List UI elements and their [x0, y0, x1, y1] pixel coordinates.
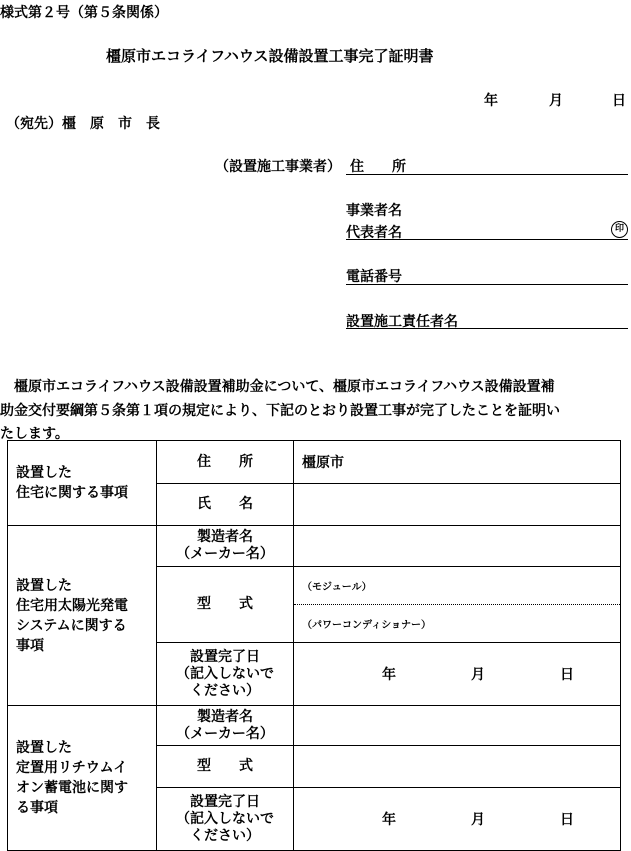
- solar-completion-date: [294, 643, 621, 706]
- contractor-heading: （設置施工事業者）: [215, 159, 341, 175]
- housing-address-label: 住 所: [157, 441, 294, 484]
- representative-label: 代表者名: [346, 225, 402, 241]
- solar-maker-value[interactable]: [294, 526, 621, 567]
- responsible-person-line[interactable]: [346, 328, 628, 329]
- representative-line[interactable]: [346, 239, 628, 240]
- details-table: [7, 440, 621, 851]
- battery-completion-date: [294, 788, 621, 851]
- solar-maker-label: 製造者名 （メーカー名）: [157, 526, 294, 567]
- solar-category: 設置した 住宅用太陽光発電 システムに関する 事項: [8, 526, 157, 706]
- solar-completion-label: 設置完了日 （記入しないで ください）: [157, 643, 294, 706]
- date-day-label: 日: [612, 93, 626, 109]
- solar-module-hint[interactable]: （モジュール）: [294, 567, 621, 605]
- battery-month-label: 月: [471, 812, 485, 828]
- seal-mark: 印: [611, 221, 628, 238]
- body-line-1: 橿原市エコライフハウス設備設置補助金について、橿原市エコライフハウス設備設置補: [0, 379, 555, 395]
- document-title: 橿原市エコライフハウス設備設置工事完了証明書: [106, 47, 434, 65]
- battery-model-label: 型 式: [157, 746, 294, 788]
- solar-day-label: 日: [560, 667, 574, 683]
- date-year-label: 年: [484, 93, 498, 109]
- date-month-label: 月: [549, 93, 563, 109]
- housing-name-label: 氏 名: [157, 484, 294, 526]
- battery-maker-label: 製造者名 （メーカー名）: [157, 706, 294, 746]
- solar-model-label: 型 式: [157, 567, 294, 643]
- solar-conditioner-hint[interactable]: （パワーコンディショナー）: [294, 605, 621, 643]
- body-line-2: 助金交付要綱第５条第１項の規定により、下記のとおり設置工事が完了したことを証明い: [0, 403, 560, 419]
- body-line-3: たします。: [0, 426, 69, 442]
- solar-month-label: 月: [471, 667, 485, 683]
- address-line[interactable]: [346, 174, 628, 175]
- battery-year-label: 年: [382, 812, 396, 828]
- battery-completion-label: 設置完了日 （記入しないで ください）: [157, 788, 294, 851]
- address-label: 住 所: [350, 159, 406, 175]
- battery-model-value[interactable]: [294, 746, 621, 788]
- solar-year-label: 年: [382, 667, 396, 683]
- battery-maker-value[interactable]: [294, 706, 621, 746]
- housing-address-value[interactable]: 橿原市: [294, 441, 621, 484]
- phone-line[interactable]: [346, 284, 628, 285]
- responsible-person-label: 設置施工責任者名: [346, 314, 458, 330]
- business-name-label: 事業者名: [346, 203, 402, 219]
- form-number: 様式第２号（第５条関係）: [0, 5, 168, 21]
- battery-day-label: 日: [560, 812, 574, 828]
- housing-name-value[interactable]: [294, 484, 621, 526]
- addressee: （宛先）橿 原 市 長: [6, 116, 160, 132]
- phone-label: 電話番号: [346, 269, 402, 285]
- housing-category: 設置した 住宅に関する事項: [8, 441, 157, 526]
- battery-category: 設置した 定置用リチウムイ オン蓄電池に関す る事項: [8, 706, 157, 851]
